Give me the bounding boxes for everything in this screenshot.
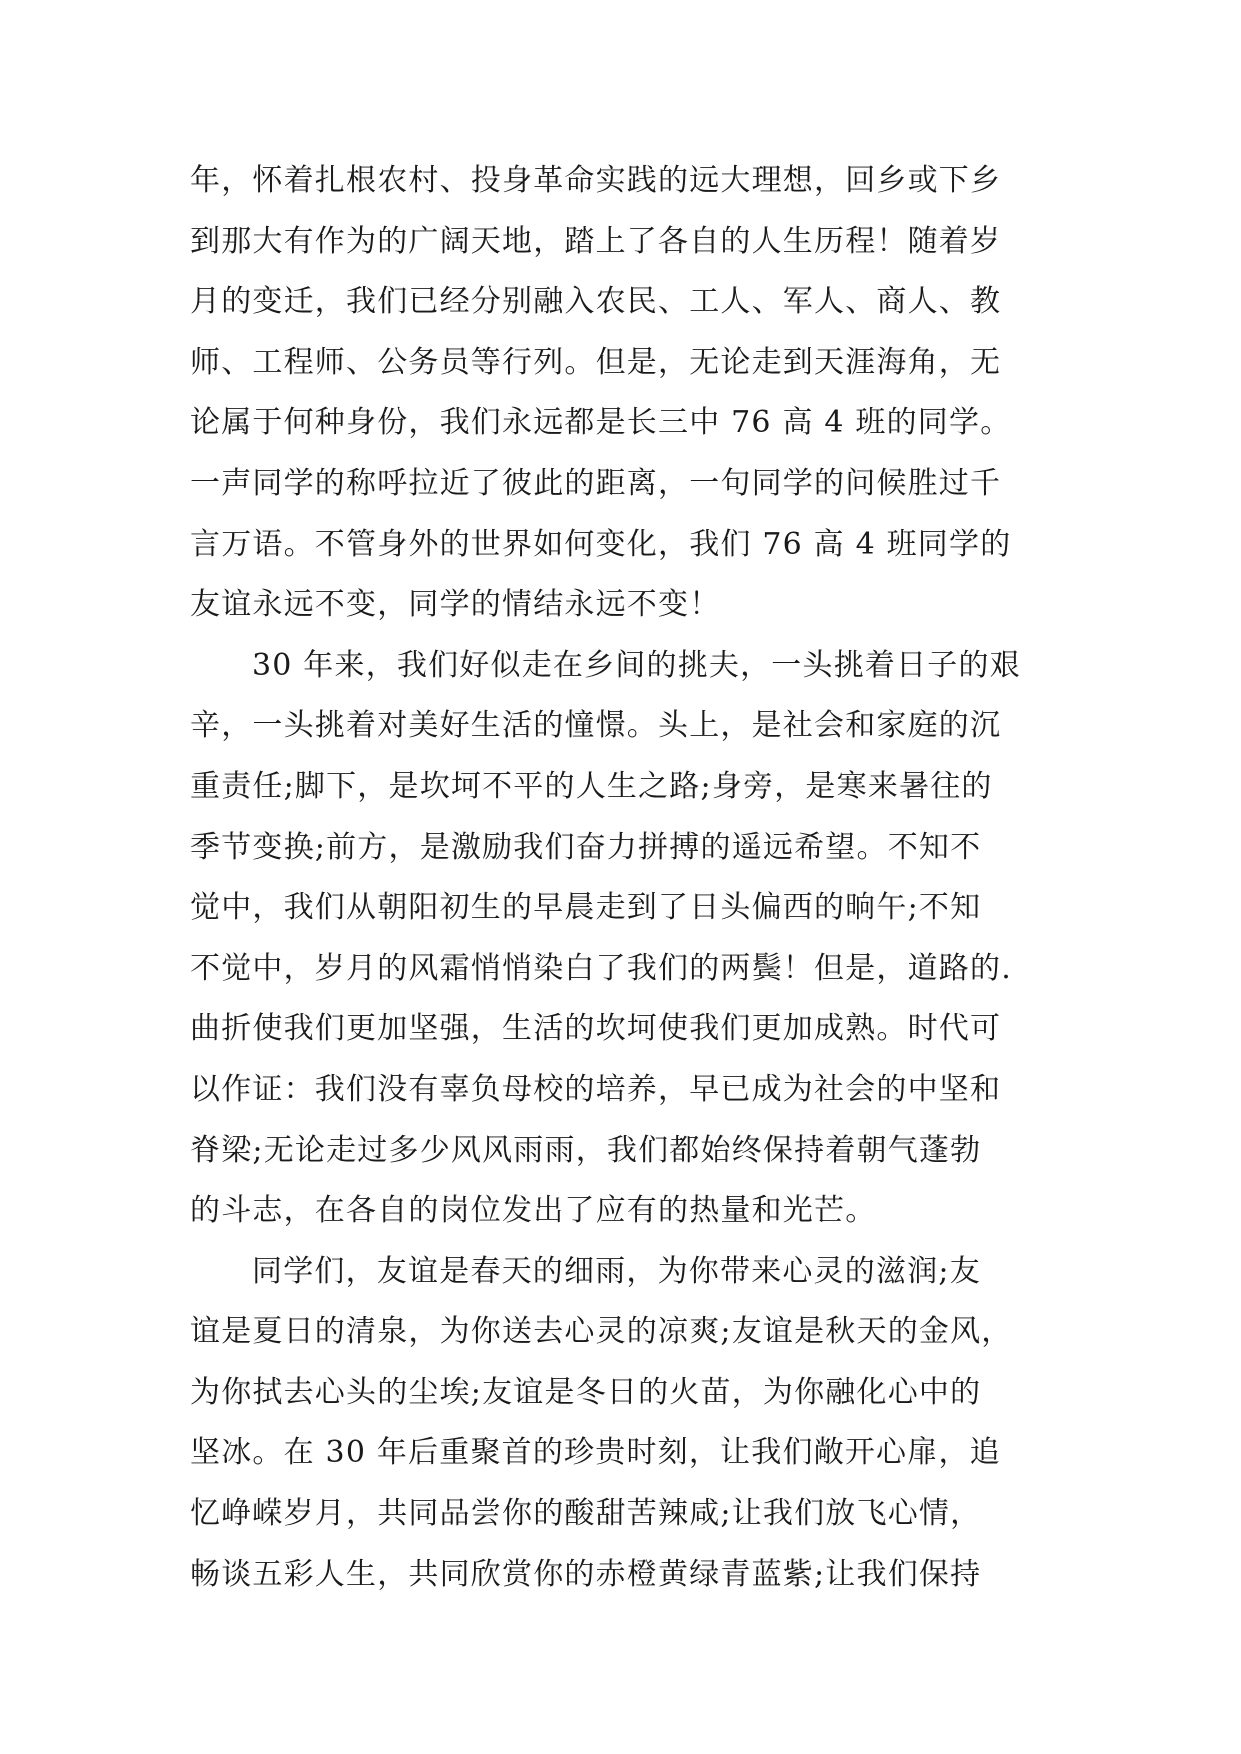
- text-line: 论属于何种身份，我们永远都是长三中 76 高 4 班的同学。: [190, 405, 1012, 441]
- text-line: 一声同学的称呼拉近了彼此的距离，一句同学的问候胜过千: [190, 465, 1002, 501]
- text-line: 忆峥嵘岁月，共同品尝你的酸甜苦辣咸;让我们放飞心情，: [190, 1496, 982, 1532]
- text-line: 坚冰。在 30 年后重聚首的珍贵时刻，让我们敞开心扉，追: [190, 1435, 1001, 1471]
- text-line: 友谊永远不变，同学的情结永远不变！: [190, 587, 721, 623]
- text-line: 为你拭去心头的尘埃;友谊是冬日的火苗，为你融化心中的: [190, 1374, 982, 1410]
- text-line: 以作证：我们没有辜负母校的培养，早已成为社会的中坚和: [190, 1071, 1002, 1107]
- text-line: 重责任;脚下，是坎坷不平的人生之路;身旁，是寒来暑往的: [190, 768, 993, 804]
- paragraph-1: [190, 151, 1070, 636]
- text-line: 曲折使我们更加坚强，生活的坎坷使我们更加成熟。时代可: [190, 1011, 1002, 1047]
- text-line: 畅谈五彩人生，共同欣赏你的赤橙黄绿青蓝紫;让我们保持: [190, 1556, 982, 1592]
- paragraph-3: [190, 1242, 1070, 1606]
- text-line: 觉中，我们从朝阳初生的早晨走到了日头偏西的晌午;不知: [190, 890, 982, 926]
- text-line: 不觉中，岁月的风霜悄悄染白了我们的两鬓！但是，道路的.: [190, 950, 1012, 986]
- text-line: 30 年来，我们好似走在乡间的挑夫，一头挑着日子的艰: [252, 647, 1021, 683]
- text-line: 言万语。不管身外的世界如何变化，我们 76 高 4 班同学的: [190, 526, 1012, 562]
- text-line: 同学们，友谊是春天的细雨，为你带来心灵的滋润;友: [252, 1253, 981, 1289]
- text-line: 辛，一头挑着对美好生活的憧憬。头上，是社会和家庭的沉: [190, 708, 1002, 744]
- text-line: 季节变换;前方，是激励我们奋力拼搏的遥远希望。不知不: [190, 829, 982, 865]
- paragraph-2: [190, 636, 1070, 1242]
- text-line: 年，怀着扎根农村、投身革命实践的远大理想，回乡或下乡: [190, 163, 1002, 198]
- text-line: 的斗志，在各自的岗位发出了应有的热量和光芒。: [190, 1193, 877, 1229]
- text-line: 脊梁;无论走过多少风风雨雨，我们都始终保持着朝气蓬勃: [190, 1132, 982, 1168]
- document-body: [190, 151, 1070, 1605]
- text-line: 谊是夏日的清泉，为你送去心灵的凉爽;友谊是秋天的金风，: [190, 1314, 1013, 1350]
- text-line: 到那大有作为的广阔天地，踏上了各自的人生历程！随着岁: [190, 223, 1002, 259]
- text-line: 师、工程师、公务员等行列。但是，无论走到天涯海角，无: [190, 344, 1002, 380]
- text-line: 月的变迁，我们已经分别融入农民、工人、军人、商人、教: [190, 284, 1002, 320]
